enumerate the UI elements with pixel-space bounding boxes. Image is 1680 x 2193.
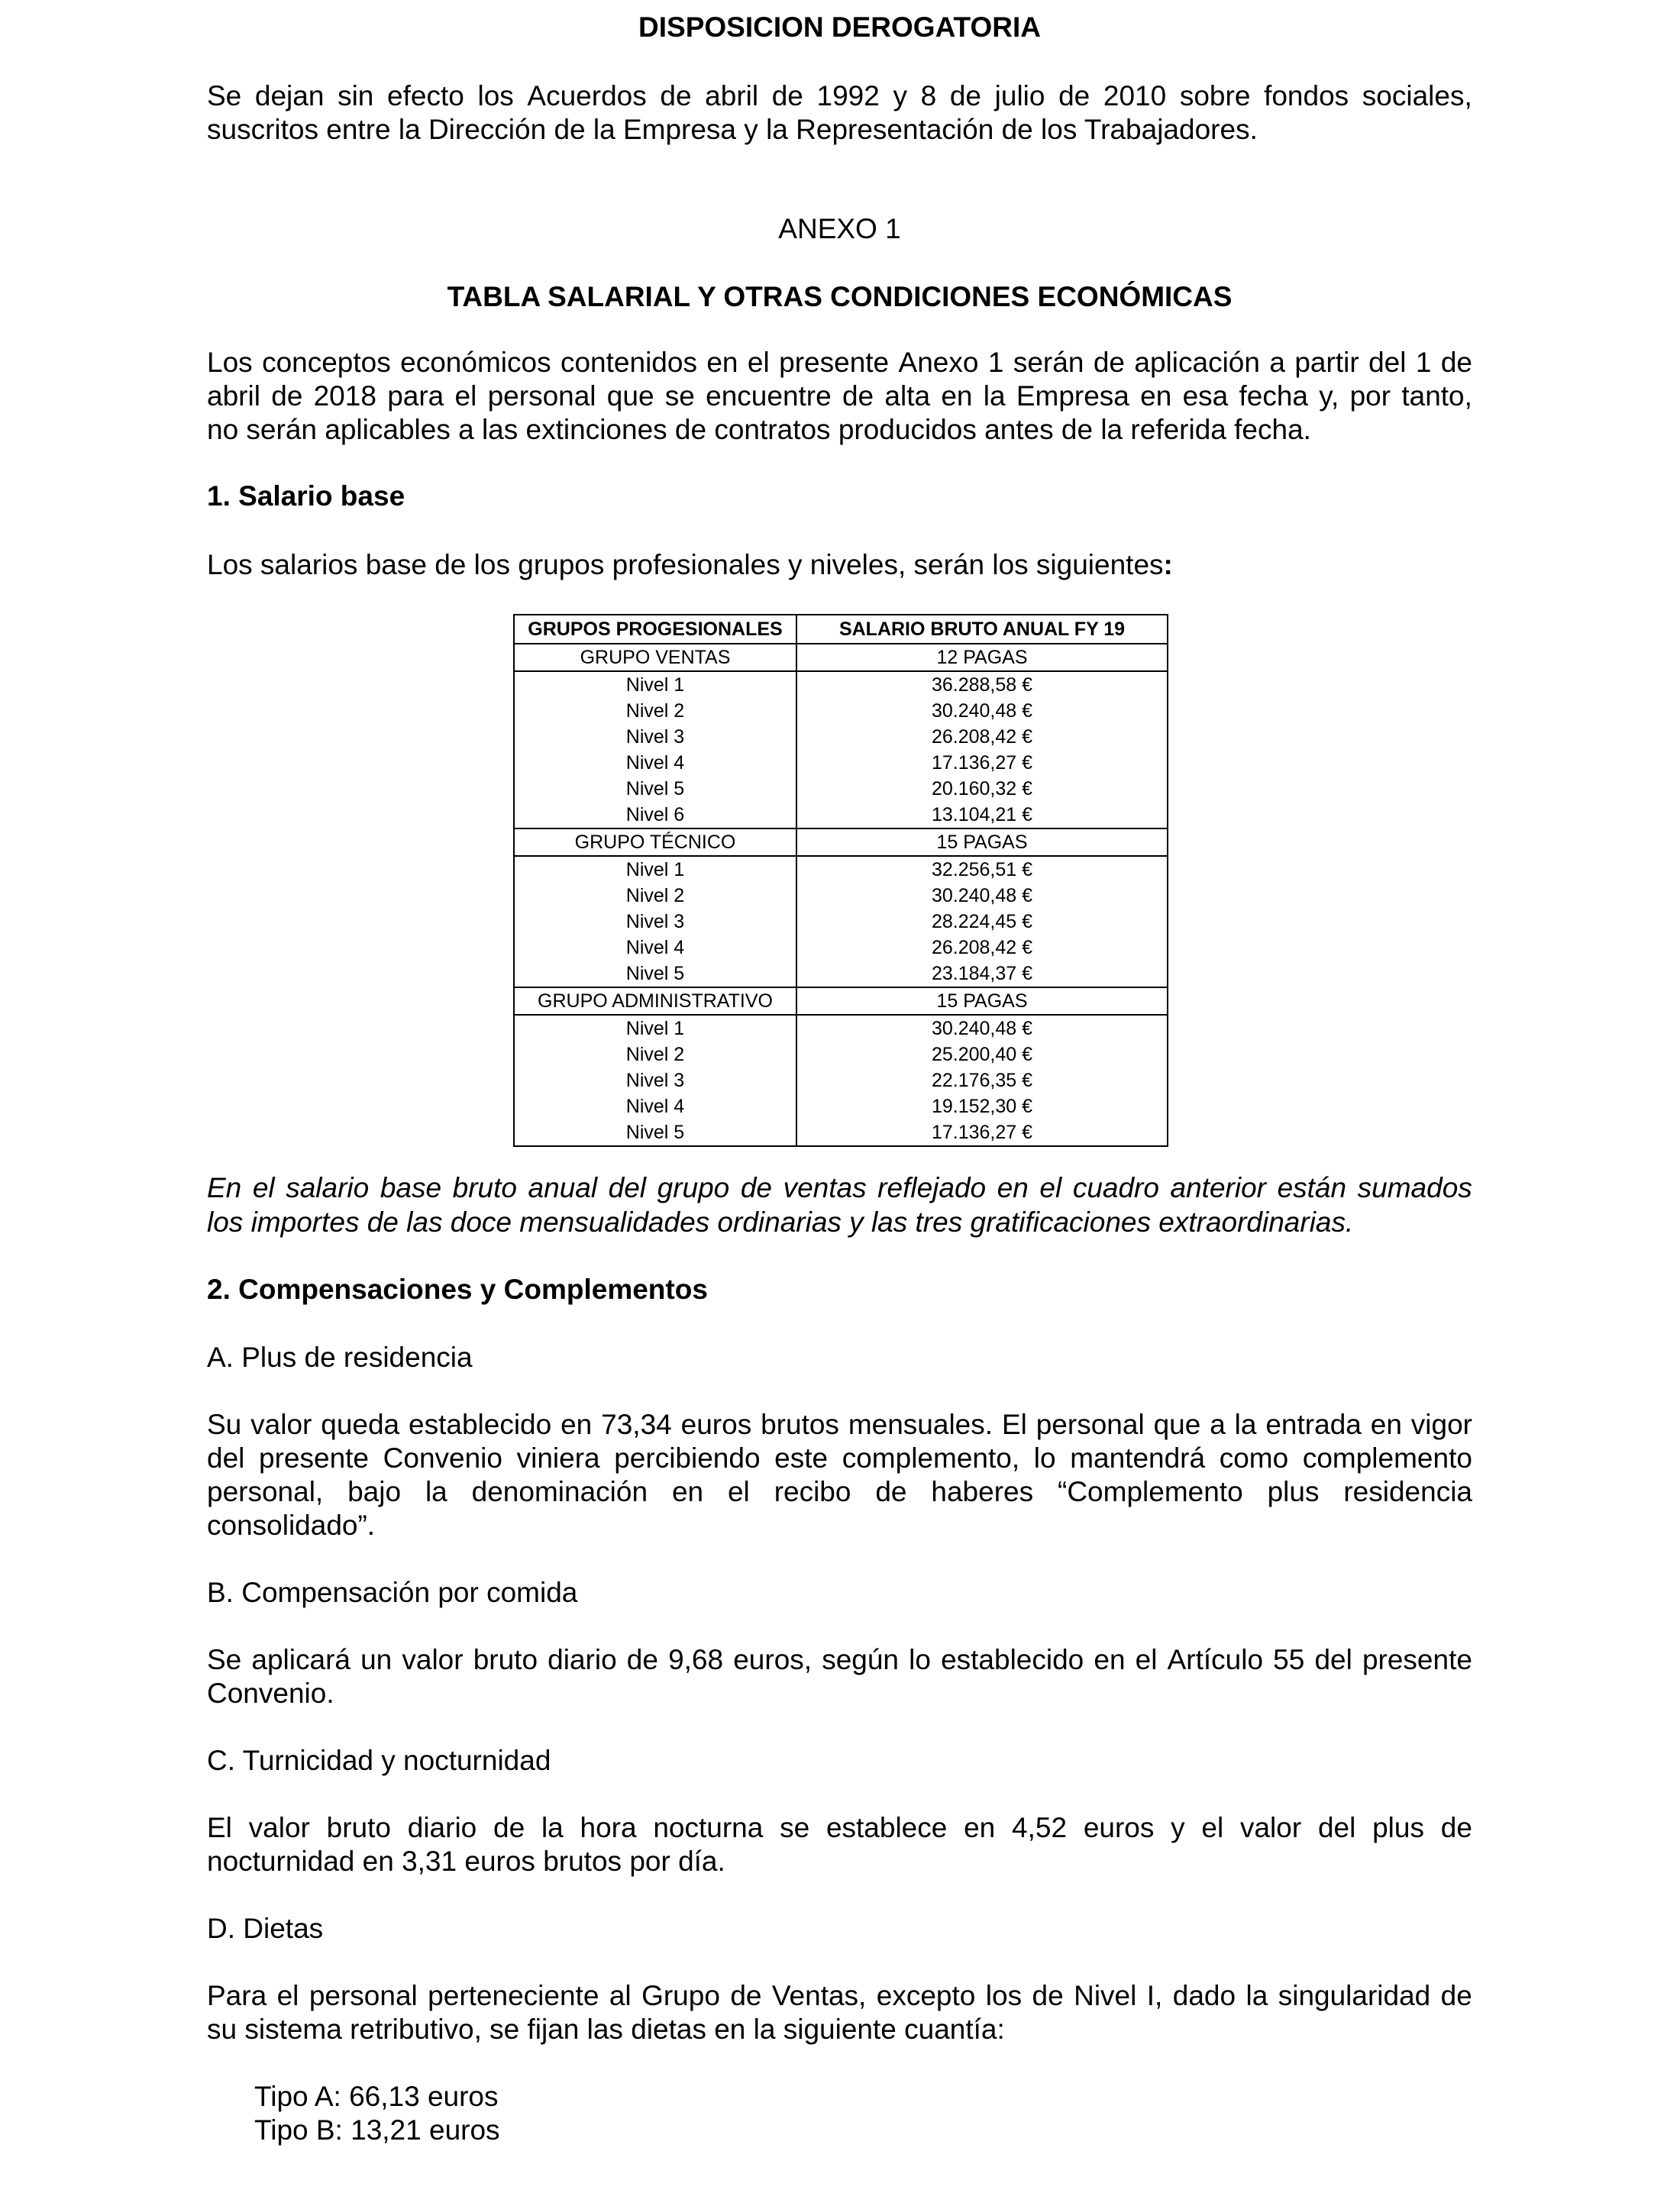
salary-table-body <box>514 644 1168 1146</box>
column-header-groups: GRUPOS PROGESIONALES <box>514 615 796 644</box>
residence-line-2: del presente Convenio viniera percibiendo este complemento, lo mantendrá como complemento <box>207 1442 1472 1474</box>
level-cell: Nivel 2 <box>514 1042 796 1067</box>
annex-label: ANEXO 1 <box>778 213 901 244</box>
table-row <box>514 724 1168 750</box>
shift-line-1: El valor bruto diario de la hora nocturna se establece en 4,52 euros y el valor del plus de <box>207 1812 1472 1843</box>
level-cell: Nivel 1 <box>514 671 796 698</box>
table-row <box>514 1119 1168 1146</box>
annex-title: TABLA SALARIAL Y OTRAS CONDICIONES ECONÓMICAS <box>447 281 1233 312</box>
salary-table-header-row <box>514 615 1168 644</box>
salary-table <box>513 614 1168 1147</box>
residence-line-4: consolidado”. <box>207 1510 376 1541</box>
section1-heading: 1. Salario base <box>207 480 405 512</box>
annex-intro-line-1: Los conceptos económicos contenidos en el presente Anexo 1 serán de aplicación a partir del 1 de <box>207 347 1472 378</box>
shift-title: C. Turnicidad y nocturnidad <box>207 1745 551 1776</box>
salary-note-line-2: los importes de las doce mensualidades ordinarias y las tres gratificaciones extraordinarias. <box>207 1206 1354 1238</box>
group-pagas: 12 PAGAS <box>796 644 1168 671</box>
table-row <box>514 671 1168 698</box>
section1-intro <box>207 547 1472 583</box>
salary-cell: 32.256,51 € <box>796 856 1168 883</box>
salary-cell: 30.240,48 € <box>796 1015 1168 1042</box>
level-cell: Nivel 5 <box>514 776 796 802</box>
group-name: GRUPO ADMINISTRATIVO <box>514 987 796 1015</box>
annex-intro-line-3: no serán aplicables a las extinciones de contratos producidos antes de la referida fecha. <box>207 414 1311 445</box>
allowance-title: D. Dietas <box>207 1913 324 1944</box>
table-row <box>514 961 1168 987</box>
table-row <box>514 802 1168 828</box>
level-cell: Nivel 3 <box>514 909 796 935</box>
group-row <box>514 828 1168 856</box>
allowance-line-2: su sistema retributivo, se fijan las dietas en la siguiente cuantía: <box>207 2014 1005 2045</box>
table-row <box>514 1015 1168 1042</box>
derogatoria-line-1: Se dejan sin efecto los Acuerdos de abril de 1992 y 8 de julio de 2010 sobre fondos sociales, <box>207 80 1472 111</box>
salary-cell: 17.136,27 € <box>796 750 1168 776</box>
group-pagas: 15 PAGAS <box>796 828 1168 856</box>
table-row <box>514 750 1168 776</box>
salary-table-container <box>513 614 1167 1147</box>
column-header-salary: SALARIO BRUTO ANUAL FY 19 <box>796 615 1168 644</box>
level-cell: Nivel 3 <box>514 1067 796 1093</box>
level-cell: Nivel 1 <box>514 856 796 883</box>
salary-cell: 28.224,45 € <box>796 909 1168 935</box>
salary-cell: 19.152,30 € <box>796 1093 1168 1119</box>
group-row <box>514 987 1168 1015</box>
residence-line-3: personal, bajo la denominación en el recibo de haberes “Complemento plus residencia <box>207 1476 1472 1507</box>
salary-cell: 26.208,42 € <box>796 724 1168 750</box>
level-cell: Nivel 2 <box>514 698 796 724</box>
allowance-item-b: Tipo B: 13,21 euros <box>254 2114 500 2146</box>
level-cell: Nivel 5 <box>514 1119 796 1146</box>
section1-intro-colon: : <box>1163 549 1173 580</box>
group-pagas: 15 PAGAS <box>796 987 1168 1015</box>
residence-line-1: Su valor queda establecido en 73,34 euros brutos mensuales. El personal que a la entrada en vigor <box>207 1409 1472 1440</box>
salary-note-line-1: En el salario base bruto anual del grupo de ventas reflejado en el cuadro anterior están sumados <box>207 1172 1472 1203</box>
derogatoria-title: DISPOSICION DEROGATORIA <box>638 11 1041 43</box>
level-cell: Nivel 4 <box>514 935 796 961</box>
group-name: GRUPO TÉCNICO <box>514 828 796 856</box>
table-row <box>514 1093 1168 1119</box>
salary-cell: 30.240,48 € <box>796 883 1168 909</box>
level-cell: Nivel 5 <box>514 961 796 987</box>
table-row <box>514 1042 1168 1067</box>
group-name: GRUPO VENTAS <box>514 644 796 671</box>
shift-line-2: nocturnidad en 3,31 euros brutos por día. <box>207 1846 725 1877</box>
meal-line-1: Se aplicará un valor bruto diario de 9,68 euros, según lo establecido en el Artículo 55 del presente <box>207 1644 1472 1675</box>
annex-intro-line-2: abril de 2018 para el personal que se encuentre de alta en la Empresa en esa fecha y, por tanto, <box>207 380 1472 412</box>
level-cell: Nivel 4 <box>514 1093 796 1119</box>
table-row <box>514 698 1168 724</box>
table-row <box>514 856 1168 883</box>
salary-cell: 13.104,21 € <box>796 802 1168 828</box>
salary-cell: 20.160,32 € <box>796 776 1168 802</box>
table-row <box>514 776 1168 802</box>
level-cell: Nivel 6 <box>514 802 796 828</box>
table-row <box>514 883 1168 909</box>
salary-cell: 22.176,35 € <box>796 1067 1168 1093</box>
level-cell: Nivel 3 <box>514 724 796 750</box>
salary-cell: 36.288,58 € <box>796 671 1168 698</box>
meal-line-2: Convenio. <box>207 1678 334 1709</box>
salary-cell: 26.208,42 € <box>796 935 1168 961</box>
section2-heading: 2. Compensaciones y Complementos <box>207 1274 708 1305</box>
section1-intro-text: Los salarios base de los grupos profesionales y niveles, serán los siguientes <box>207 549 1164 580</box>
salary-cell: 25.200,40 € <box>796 1042 1168 1067</box>
residence-title: A. Plus de residencia <box>207 1342 473 1373</box>
derogatoria-line-2: suscritos entre la Dirección de la Empresa y la Representación de los Trabajadores. <box>207 114 1258 145</box>
table-row <box>514 909 1168 935</box>
meal-title: B. Compensación por comida <box>207 1577 578 1608</box>
salary-cell: 30.240,48 € <box>796 698 1168 724</box>
table-row <box>514 935 1168 961</box>
allowance-item-a: Tipo A: 66,13 euros <box>254 2081 499 2112</box>
salary-cell: 23.184,37 € <box>796 961 1168 987</box>
table-row <box>514 1067 1168 1093</box>
group-row <box>514 644 1168 671</box>
allowance-line-1: Para el personal perteneciente al Grupo de Ventas, excepto los de Nivel I, dado la singularidad de <box>207 1980 1472 2011</box>
level-cell: Nivel 2 <box>514 883 796 909</box>
salary-cell: 17.136,27 € <box>796 1119 1168 1146</box>
level-cell: Nivel 1 <box>514 1015 796 1042</box>
level-cell: Nivel 4 <box>514 750 796 776</box>
